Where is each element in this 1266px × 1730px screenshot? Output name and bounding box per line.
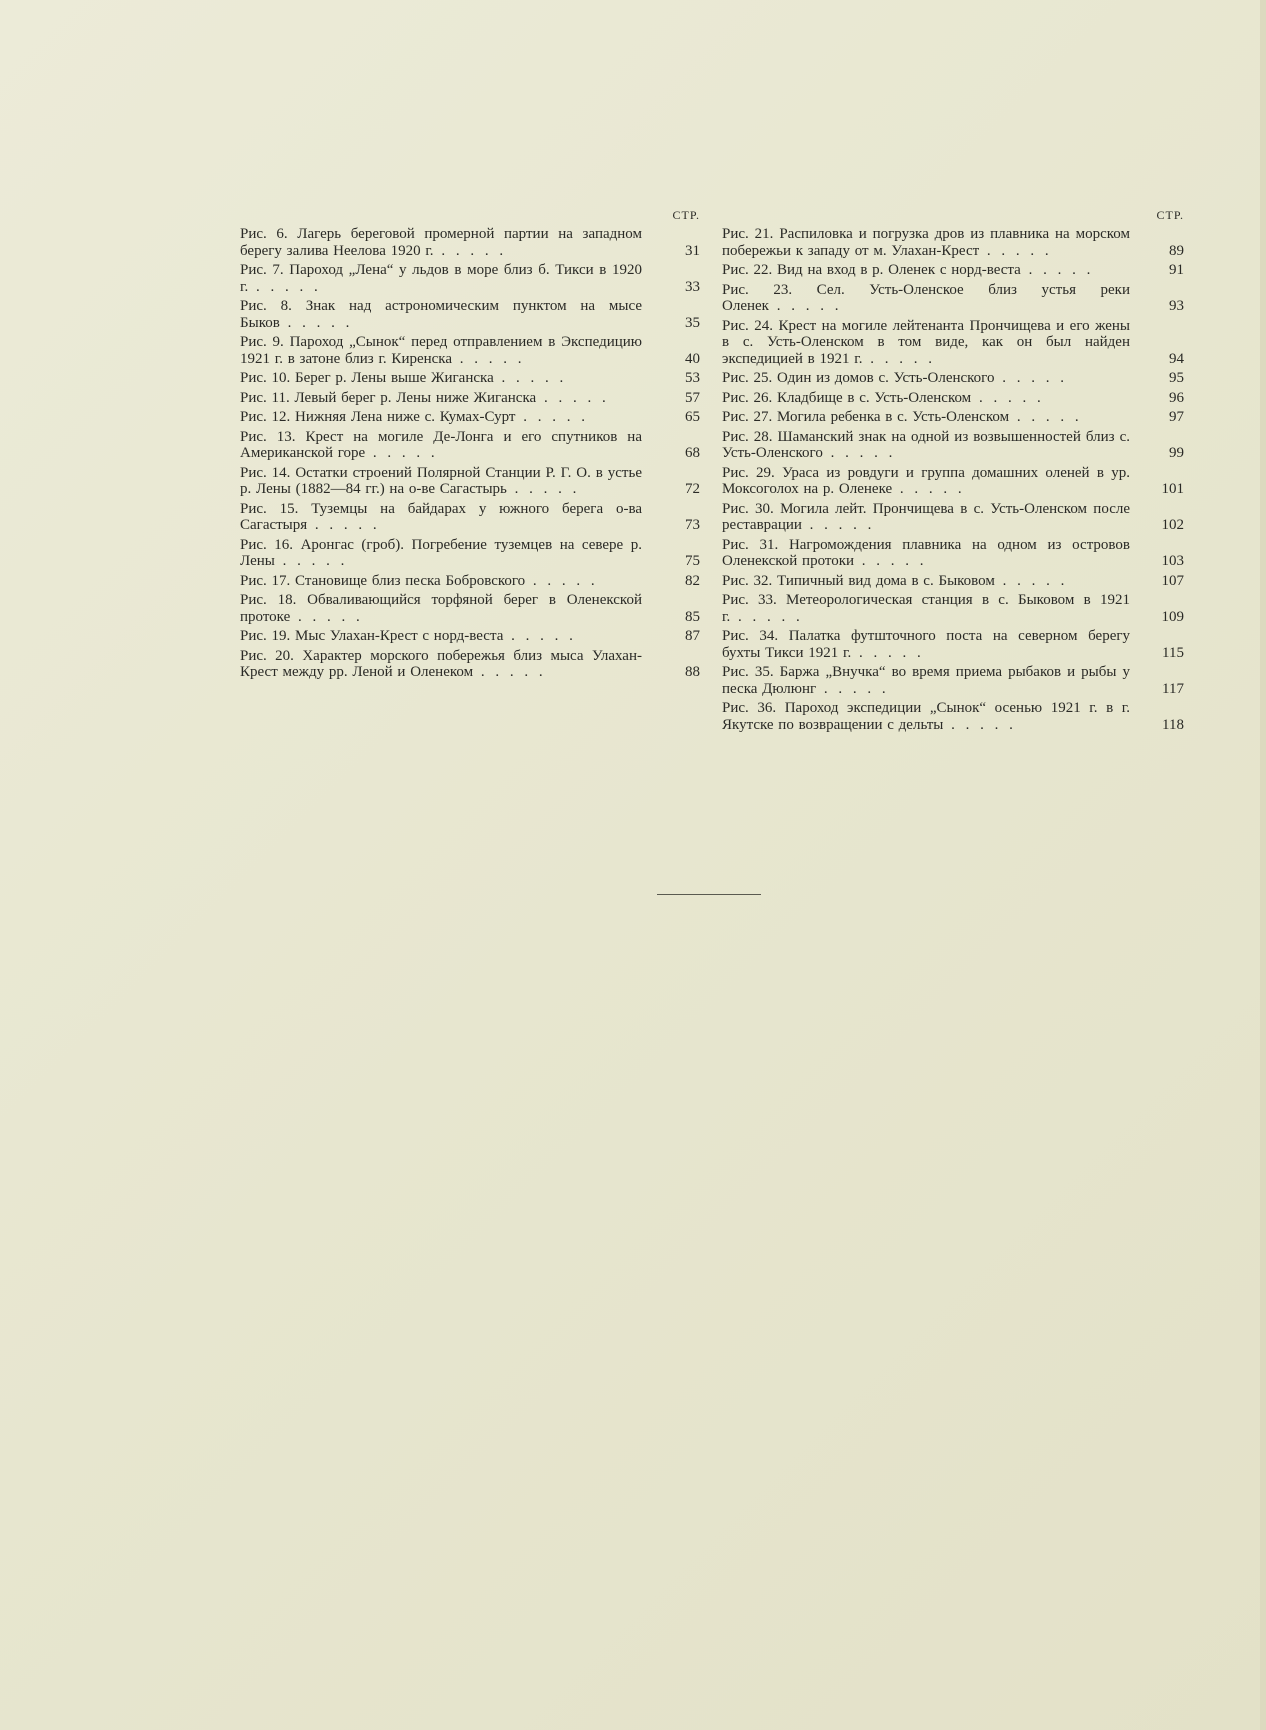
- list-item: [722, 465, 1184, 498]
- leader-dots: . . . . .: [1009, 409, 1082, 425]
- leader-dots: . . . . .: [994, 370, 1067, 386]
- figure-caption: Рис. 7. Пароход „Лена“ у льдов в море близ б. Тикси в 1920 г. . . . . .: [240, 262, 642, 295]
- list-item: [240, 298, 700, 331]
- page-number: 117: [1162, 680, 1184, 697]
- list-item: [240, 370, 700, 387]
- figure-caption: Рис. 33. Метеорологическая станция в с. Быковом в 1921 г. . . . . .: [722, 592, 1130, 625]
- list-column-left: [240, 204, 700, 684]
- figure-caption: Рис. 35. Баржа „Внучка“ во время приема рыбаков и рыбы у песка Дюлюнг . . . . .: [722, 664, 1130, 697]
- figure-caption: Рис. 21. Распиловка и погрузка дров из плавника на морском побережьи к западу от м. Улахан-Крест . . . . .: [722, 226, 1130, 259]
- leader-dots: . . . . .: [274, 553, 348, 569]
- leader-dots: . . . . .: [730, 608, 803, 625]
- list-item: [240, 628, 700, 645]
- page-number: 87: [685, 628, 700, 644]
- list-item: [722, 573, 1184, 590]
- list-item: [722, 282, 1184, 315]
- figure-caption: Рис. 26. Кладбище в с. Усть-Оленском . . . . .: [722, 389, 1044, 406]
- leader-dots: . . . . .: [892, 481, 965, 497]
- figure-caption: Рис. 36. Пароход экспедиции „Сынок“ осенью 1921 г. в г. Якутске по возвращении с дельты . . . . .: [722, 700, 1130, 733]
- figure-caption: Рис. 6. Лагерь береговой промерной партии на западном берегу залива Неелова 1920 г. . . . . .: [240, 226, 642, 259]
- list-item: [240, 573, 700, 590]
- figure-caption: Рис. 23. Сел. Усть-Оленское близ устья реки Оленек . . . . .: [722, 281, 1130, 314]
- list-column-right: [722, 204, 1184, 736]
- page-number: 82: [685, 572, 700, 589]
- leader-dots: . . . . .: [816, 680, 889, 697]
- page-number: 109: [1161, 608, 1184, 625]
- page-number: 107: [1161, 572, 1184, 589]
- figure-caption: Рис. 24. Крест на могиле лейтенанта Прончищева и его жены в с. Усть-Оленском в том виде, как он был найден экспедицией в 1921 г. . . . . .: [722, 317, 1130, 367]
- page-number: 53: [685, 370, 700, 386]
- leader-dots: . . . . .: [452, 350, 525, 367]
- section-divider: [657, 894, 761, 895]
- leader-dots: . . . . .: [822, 445, 896, 461]
- list-item: [722, 318, 1184, 368]
- page-number: 102: [1161, 517, 1184, 533]
- leader-dots: . . . . .: [994, 572, 1068, 589]
- list-item: [240, 226, 700, 259]
- figure-caption: Рис. 12. Нижняя Лена ниже с. Кумах-Сурт . . . . .: [240, 409, 588, 425]
- leader-dots: . . . . .: [525, 572, 598, 589]
- leader-dots: . . . . .: [290, 608, 363, 625]
- leader-dots: . . . . .: [768, 298, 842, 314]
- leader-dots: . . . . .: [307, 517, 380, 533]
- figure-caption: Рис. 29. Ураса из ровдуги и группа домашних оленей в ур. Моксоголох на р. Оленеке . . . . .: [722, 464, 1130, 497]
- figure-caption: Рис. 31. Нагромождения плавника на одном из островов Оленекской протоки . . . . .: [722, 536, 1130, 569]
- page-number: 73: [685, 517, 700, 533]
- leader-dots: . . . . .: [862, 350, 935, 367]
- page-number: 101: [1161, 481, 1184, 497]
- page-number: 96: [1169, 389, 1184, 406]
- page-number: 97: [1169, 409, 1184, 425]
- page-number: 115: [1162, 644, 1184, 661]
- figure-caption: Рис. 14. Остатки строений Полярной Станции Р. Г. О. в устье р. Лены (1882—84 гг.) на о-ве Сагастырь . . . . .: [240, 464, 642, 497]
- leader-dots: . . . . .: [979, 242, 1052, 259]
- figure-caption: Рис. 20. Характер морского побережья близ мыса Улахан-Крест между рр. Леной и Оленеком . . . . .: [240, 647, 642, 680]
- list-item: [240, 501, 700, 534]
- page-number: 68: [685, 445, 700, 461]
- figure-caption: Рис. 13. Крест на могиле Де-Лонга и его спутников на Американской горе . . . . .: [240, 428, 642, 461]
- page-number: 99: [1169, 445, 1184, 461]
- list-item: [722, 390, 1184, 407]
- figure-caption: Рис. 28. Шаманский знак на одной из возвышенностей близ с. Усть-Оленского . . . . .: [722, 428, 1130, 461]
- leader-dots: . . . . .: [851, 644, 924, 661]
- page-number: 91: [1169, 262, 1184, 278]
- list-item: [240, 537, 700, 570]
- page-number: 94: [1169, 350, 1184, 367]
- figure-caption: Рис. 16. Аронгас (гроб). Погребение туземцев на севере р. Лены . . . . .: [240, 536, 642, 569]
- leader-dots: . . . . .: [503, 628, 576, 644]
- list-item: [240, 262, 700, 295]
- leader-dots: . . . . .: [1020, 262, 1094, 278]
- leader-dots: . . . . .: [971, 389, 1044, 406]
- list-item: [722, 409, 1184, 426]
- list-item: [722, 370, 1184, 387]
- list-item: [240, 429, 700, 462]
- figure-caption: Рис. 32. Типичный вид дома в с. Быковом . . . . .: [722, 572, 1068, 589]
- figure-caption: Рис. 18. Обваливающийся торфяной берег в Оленекской протоке . . . . .: [240, 592, 642, 625]
- list-item: [240, 409, 700, 426]
- list-item: [722, 537, 1184, 570]
- figure-caption: Рис. 19. Мыс Улахан-Крест с норд-веста . . . . .: [240, 628, 576, 644]
- list-item: [240, 390, 700, 407]
- list-item: [722, 262, 1184, 279]
- page-number: 31: [685, 242, 700, 259]
- page-number: 40: [685, 350, 700, 367]
- leader-dots: . . . . .: [433, 242, 507, 259]
- list-item: [722, 628, 1184, 661]
- leader-dots: . . . . .: [365, 445, 438, 461]
- page-number: 89: [1169, 242, 1184, 259]
- page-number: 93: [1169, 298, 1184, 314]
- figure-caption: Рис. 17. Становище близ песка Бобровского . . . . .: [240, 572, 598, 589]
- page-number: 35: [685, 314, 700, 331]
- figure-caption: Рис. 10. Берег р. Лены выше Жиганска . . . . .: [240, 370, 567, 386]
- leader-dots: . . . . .: [801, 517, 875, 533]
- list-item: [722, 664, 1184, 697]
- page-number: 88: [685, 664, 700, 680]
- list-item: [240, 334, 700, 367]
- figure-caption: Рис. 22. Вид на вход в р. Оленек с норд-веста . . . . .: [722, 262, 1094, 278]
- leader-dots: . . . . .: [943, 716, 1016, 733]
- page-number: 95: [1169, 370, 1184, 386]
- figure-caption: Рис. 25. Один из домов с. Усть-Оленского . . . . .: [722, 370, 1067, 386]
- figure-caption: Рис. 9. Пароход „Сынок“ перед отправлением в Экспедицию 1921 г. в затоне близ г. Киренска . . . . .: [240, 334, 642, 367]
- list-item: [722, 592, 1184, 625]
- page-number: 75: [685, 553, 700, 569]
- page-number: 57: [685, 389, 700, 406]
- list-item: [722, 501, 1184, 534]
- page-number: 72: [685, 481, 700, 497]
- figure-caption: Рис. 34. Палатка футшточного поста на северном берегу бухты Тикси 1921 г. . . . . .: [722, 628, 1130, 661]
- leader-dots: . . . . .: [536, 389, 609, 406]
- figure-caption: Рис. 11. Левый берег р. Лены ниже Жиганска . . . . .: [240, 389, 609, 406]
- leader-dots: . . . . .: [279, 314, 353, 331]
- list-item: [722, 700, 1184, 733]
- page-number: 33: [685, 278, 700, 295]
- list-item: [722, 226, 1184, 259]
- list-item: [240, 592, 700, 625]
- leader-dots: . . . . .: [515, 409, 588, 425]
- page-edge: [1260, 0, 1266, 1730]
- figure-caption: Рис. 8. Знак над астрономическим пунктом на мысе Быков . . . . .: [240, 298, 642, 331]
- leader-dots: . . . . .: [473, 664, 546, 680]
- pages-column-header: СТР.: [672, 208, 700, 222]
- entries-list: [240, 226, 700, 681]
- leader-dots: . . . . .: [493, 370, 567, 386]
- page-number: 65: [685, 409, 700, 425]
- leader-dots: . . . . .: [248, 278, 321, 295]
- page-number: 85: [685, 608, 700, 625]
- list-item: [722, 429, 1184, 462]
- list-item: [240, 465, 700, 498]
- page-number: 118: [1162, 716, 1184, 733]
- figure-caption: Рис. 30. Могила лейт. Прончищева в с. Усть-Оленском после реставрации . . . . .: [722, 500, 1130, 533]
- list-item: [240, 648, 700, 681]
- leader-dots: . . . . .: [506, 481, 580, 497]
- figure-caption: Рис. 27. Могила ребенка в с. Усть-Оленском . . . . .: [722, 409, 1082, 425]
- entries-list: [722, 226, 1184, 733]
- leader-dots: . . . . .: [854, 553, 927, 569]
- page-number: 103: [1161, 553, 1184, 569]
- figure-caption: Рис. 15. Туземцы на байдарах у южного берега о-ва Сагастыря . . . . .: [240, 500, 642, 533]
- pages-column-header: СТР.: [1156, 208, 1184, 222]
